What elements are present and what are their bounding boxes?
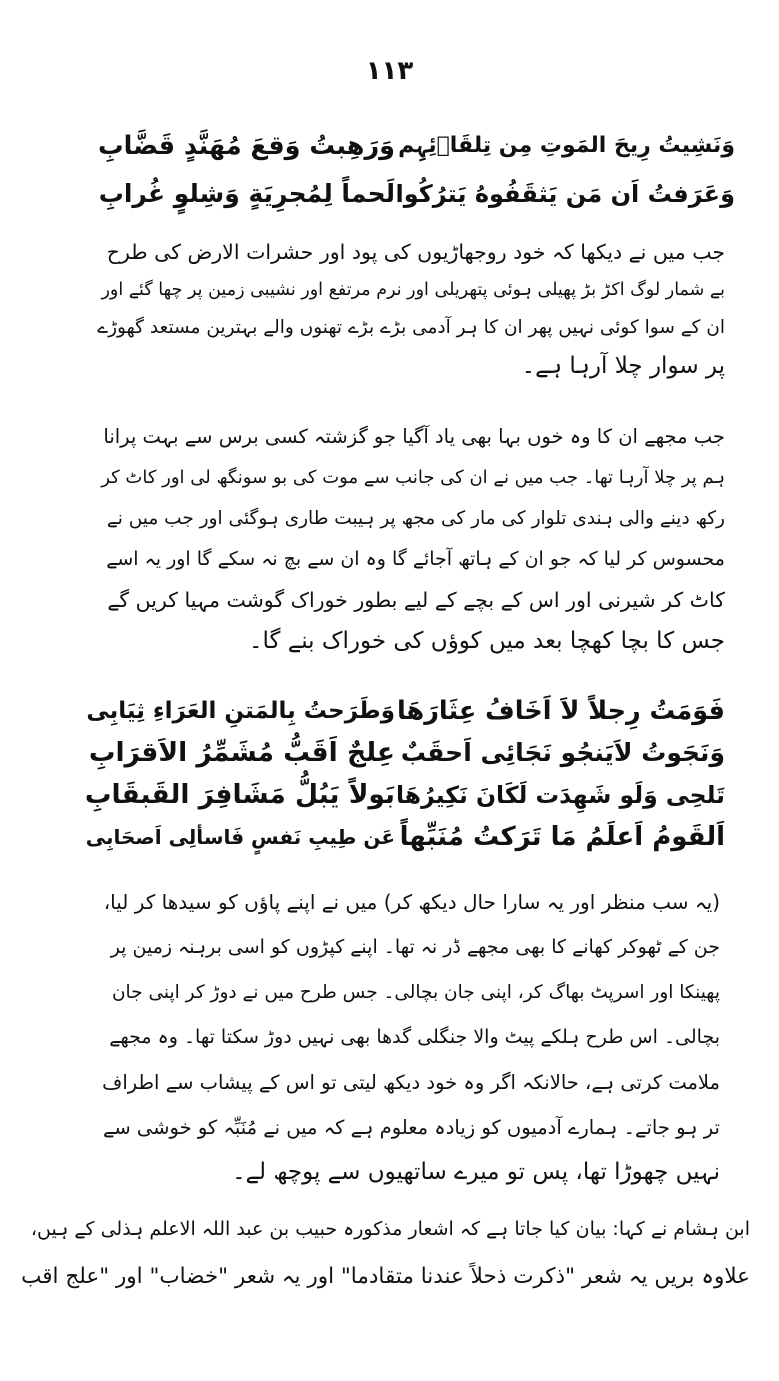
verse-line: [85, 816, 725, 858]
verse-hemistich-right: فَوَمَتُ رِجلاً لاَ اَخَافُ عِثَارَهَا: [396, 696, 725, 726]
verse-hemistich-left: بَولاً یَبُلُّ مَشَافِرَ القَبقَابِ: [84, 779, 395, 810]
text-line: جن کے ٹھوکر کھانے کا بھی مجھے ڈر نہ تھا۔ اپنے کپڑوں کو اسی برہنہ زمین پر: [110, 936, 720, 958]
verse-line: [95, 170, 735, 218]
verse-line: [85, 732, 725, 774]
text-line: ملامت کرتی ہے، حالانکہ اگر وہ خود دیکھ لیتی تو اس کے پیشاب سے اطراف: [102, 1071, 720, 1094]
verse-hemistich-right: تَلحِی وَلَو شَهِدَت لَکَانَ نَکِیرُهَا: [395, 781, 725, 809]
verse-block-1: [95, 122, 735, 218]
prose-paragraph-4: [20, 1205, 750, 1301]
verse-hemistich-left: وَرَهِبتُ وَقعَ مُهَنَّدٍ قَضَّابِ: [98, 131, 395, 161]
text-line: نہیں چھوڑا تھا، پس تو میرے ساتھیوں سے پوچھ لے۔: [232, 1159, 720, 1185]
verse-line: [85, 774, 725, 816]
text-line: جب میں نے دیکھا کہ خود روجھاڑیوں کی پود اور حشرات الارض کی طرح: [106, 240, 725, 264]
page-number: ۱۱۳: [365, 56, 414, 86]
text-line: (یہ سب منظر اور یہ سارا حال دیکھ کر) میں نے اپنے پاؤں کو سیدھا کر لیا،: [103, 890, 720, 914]
verse-hemistich-left: لَحماً لِمُجرِیَةٍ وَشِلوٍ غُرابِ: [98, 179, 395, 208]
text-line: کاٹ کر شیرنی اور اس کے بچے کے لیے بطور خوراک گوشت مہیا کریں گے: [107, 588, 725, 612]
verse-block-2: [85, 690, 725, 858]
text-line: ہم پر چلا آرہا تھا۔ جب میں نے ان کی جانب سے موت کی بو سونگھ لی اور کاٹ کر: [101, 467, 725, 488]
verse-hemistich-right: وَنَجَوتُ لاَیَنجُو نَجَائِی اَحقَبٌ: [400, 738, 725, 767]
text-line: ان کے سوا کوئی نہیں پھر ان کا ہر آدمی بڑے بڑے تھنوں والے بہترین مستعد گھوڑے: [97, 317, 725, 338]
text-line: علاوہ بریں یہ شعر "ذکرت ذحلاً عندنا متقادما" اور یہ شعر "خضاب" اور "علج اقب: [21, 1264, 750, 1289]
verse-hemistich-left: عَن طِیبِ نَفسٍ فَاسألِی اَصحَابِی: [85, 825, 395, 849]
verse-hemistich-left: عِلجٌ اَقَبُّ مُشَمِّرُ الاَقرَابِ: [88, 737, 395, 768]
verse-line: [85, 690, 725, 732]
verse-hemistich-right: وَنَشِیتُ رِیحَ المَوتِ مِن تِلقَاۤئِہِم: [398, 133, 735, 158]
text-line: ابن ہشام نے کہا: بیان کیا جاتا ہے کہ اشعار مذکورہ حبیب بن عبد اللہ الاعلم ہذلی کے ہیں،: [30, 1218, 750, 1240]
text-line: تر ہو جاتے۔ ہمارے آدمیوں کو زیادہ معلوم ہے کہ میں نے مُنَبِّہ کو خوشی سے: [102, 1116, 720, 1139]
verse-hemistich-right: اَلقَومُ اَعلَمُ مَا تَرَکتُ مُنَبِّهاً: [399, 822, 725, 852]
prose-paragraph-2: [100, 416, 725, 662]
prose-paragraph-3: [100, 880, 720, 1195]
prose-paragraph-1: [95, 233, 725, 385]
text-line: جب مجھے ان کا وہ خوں بہا بھی یاد آگیا جو گزشتہ کسی برس سے بہت پرانا: [103, 425, 725, 448]
verse-hemistich-right: وَعَرَفتُ اَن مَن یَثقَفُوهُ یَترُکُوا: [395, 180, 735, 208]
text-line: محسوس کر لیا کہ جو ان کے ہاتھ آجائے گا وہ ان سے بچ نہ سکے گا اور یہ اسے: [106, 548, 725, 570]
verse-hemistich-left: وَطَرَحتُ بِالمَتنِ العَرَاءِ ثِیَابِی: [86, 698, 395, 724]
text-line: پر سوار چلا آرہا ہے۔: [521, 353, 725, 379]
text-line: بچالی۔ اس طرح ہلکے پیٹ والا جنگلی گدھا بھی نہیں دوڑ سکتا تھا۔ وہ مجھے: [109, 1026, 720, 1048]
verse-line: [95, 122, 735, 170]
text-line: رکھ دینے والی ہندی تلوار کی مار کی مجھ پر ہیبت طاری ہوگئی اور جب میں نے: [106, 508, 725, 529]
text-line: جس کا بچا کھچا بعد میں کوؤں کی خوراک بنے گا۔: [249, 628, 725, 654]
text-line: بے شمار لوگ اکڑ بڑ پھیلی ہوئی پتھریلی اور نرم مرتفع اور نشیبی زمین پر چھا گئے اور: [101, 280, 725, 300]
text-line: پھینکا اور اسرپٹ بھاگ کر، اپنی جان بچالی۔ جس طرح میں نے دوڑ کر اپنی جان: [111, 982, 720, 1003]
